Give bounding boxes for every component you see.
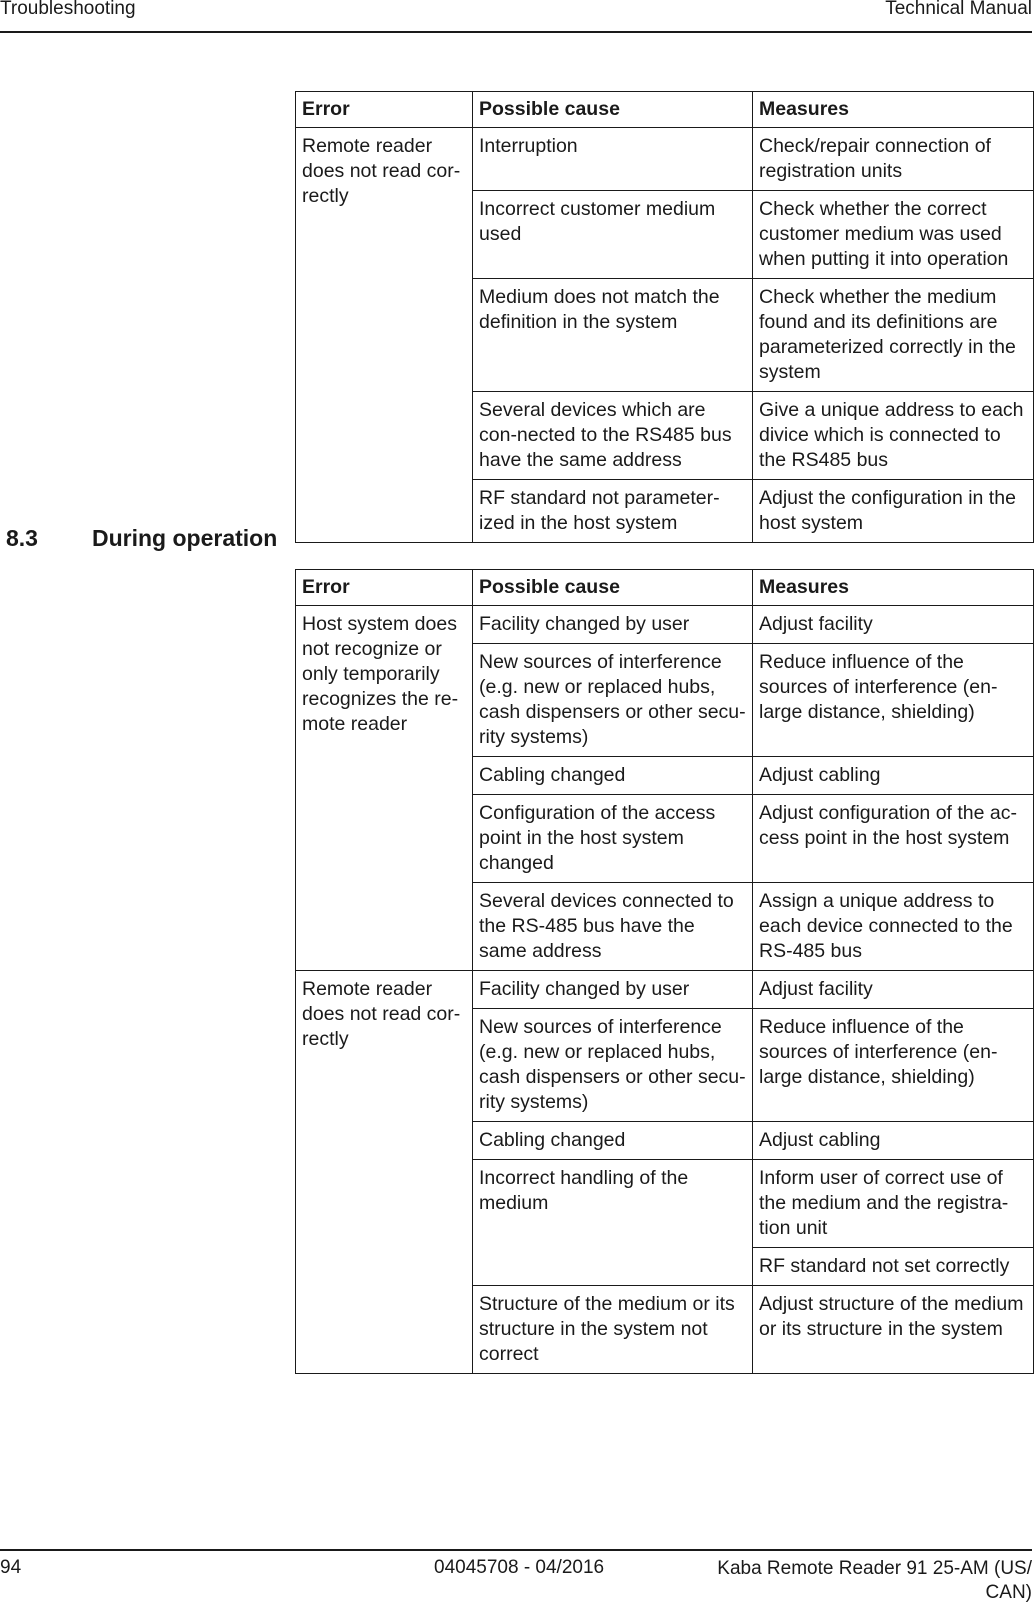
measure-cell: Adjust the configuration in the host system — [753, 480, 1034, 543]
cause-cell: Configuration of the access point in the host system changed — [473, 795, 753, 883]
measure-cell: Check/repair connection of registration units — [753, 128, 1034, 191]
measure-cell: Adjust facility — [753, 606, 1034, 644]
cause-cell: Medium does not match the definition in the system — [473, 279, 753, 392]
operation-troubleshooting-table — [295, 569, 1034, 1374]
measure-cell: Adjust structure of the medium or its structure in the system — [753, 1286, 1034, 1374]
measure-cell: Adjust configuration of the ac-cess point in the host system — [753, 795, 1034, 883]
cause-cell: Cabling changed — [473, 1122, 753, 1160]
cause-cell: New sources of interference (e.g. new or replaced hubs, cash dispensers or other secu-rity systems) — [473, 1009, 753, 1122]
measure-cell: Assign a unique address to each device connected to the RS-485 bus — [753, 883, 1034, 971]
measure-cell: Reduce influence of the sources of interference (en-large distance, shielding) — [753, 644, 1034, 757]
cause-cell: Incorrect customer medium used — [473, 191, 753, 279]
measure-cell: RF standard not set correctly — [753, 1248, 1034, 1286]
section-number: 8.3 — [6, 525, 38, 551]
column-header-measures: Measures — [753, 92, 1034, 128]
table-row — [296, 971, 1034, 1009]
cause-cell: Several devices which are con-nected to the RS485 bus have the same address — [473, 392, 753, 480]
cause-cell: Structure of the medium or its structure in the system not correct — [473, 1286, 753, 1374]
cause-cell: RF standard not parameter-ized in the host system — [473, 480, 753, 543]
error-cell: Remote reader does not read cor-rectly — [296, 971, 473, 1374]
table-header-row — [296, 570, 1034, 606]
product-name: Kaba Remote Reader 91 25-AM (US/ CAN) — [717, 1558, 1032, 1603]
column-header-measures: Measures — [753, 570, 1034, 606]
measure-cell: Adjust cabling — [753, 1122, 1034, 1160]
page-footer — [0, 1549, 1032, 1611]
measure-cell: Check whether the correct customer medium was used when putting it into operation — [753, 191, 1034, 279]
error-cell: Remote reader does not read cor-rectly — [296, 128, 473, 543]
column-header-cause: Possible cause — [473, 570, 753, 606]
error-cell: Host system does not recognize or only temporarily recognizes the re-mote reader — [296, 606, 473, 971]
cause-cell: New sources of interference (e.g. new or replaced hubs, cash dispensers or other secu-rity systems) — [473, 644, 753, 757]
cause-cell: Interruption — [473, 128, 753, 191]
column-header-cause: Possible cause — [473, 92, 753, 128]
cause-cell: Several devices connected to the RS-485 bus have the same address — [473, 883, 753, 971]
cause-cell: Facility changed by user — [473, 606, 753, 644]
table-header-row — [296, 92, 1034, 128]
section-title: During operation — [92, 525, 278, 551]
measure-cell: Adjust facility — [753, 971, 1034, 1009]
section-heading — [6, 525, 277, 552]
measure-cell: Adjust cabling — [753, 757, 1034, 795]
troubleshooting-table — [295, 91, 1034, 543]
header-manual-title: Technical Manual — [885, 0, 1032, 19]
header-chapter: Troubleshooting — [0, 0, 136, 19]
cause-cell: Incorrect handling of the medium — [473, 1160, 753, 1286]
cause-cell: Facility changed by user — [473, 971, 753, 1009]
page-number: 94 — [0, 1557, 22, 1578]
column-header-error: Error — [296, 92, 473, 128]
column-header-error: Error — [296, 570, 473, 606]
page-header — [0, 0, 1032, 33]
cause-cell: Cabling changed — [473, 757, 753, 795]
measure-cell: Check whether the medium found and its definitions are parameterized correctly in the system — [753, 279, 1034, 392]
table-row — [296, 128, 1034, 191]
measure-cell: Reduce influence of the sources of interference (en-large distance, shielding) — [753, 1009, 1034, 1122]
measure-cell: Inform user of correct use of the medium and the registra-tion unit — [753, 1160, 1034, 1248]
measure-cell: Give a unique address to each divice which is connected to the RS485 bus — [753, 392, 1034, 480]
table-row — [296, 606, 1034, 644]
document-number: 04045708 - 04/2016 — [434, 1557, 605, 1578]
